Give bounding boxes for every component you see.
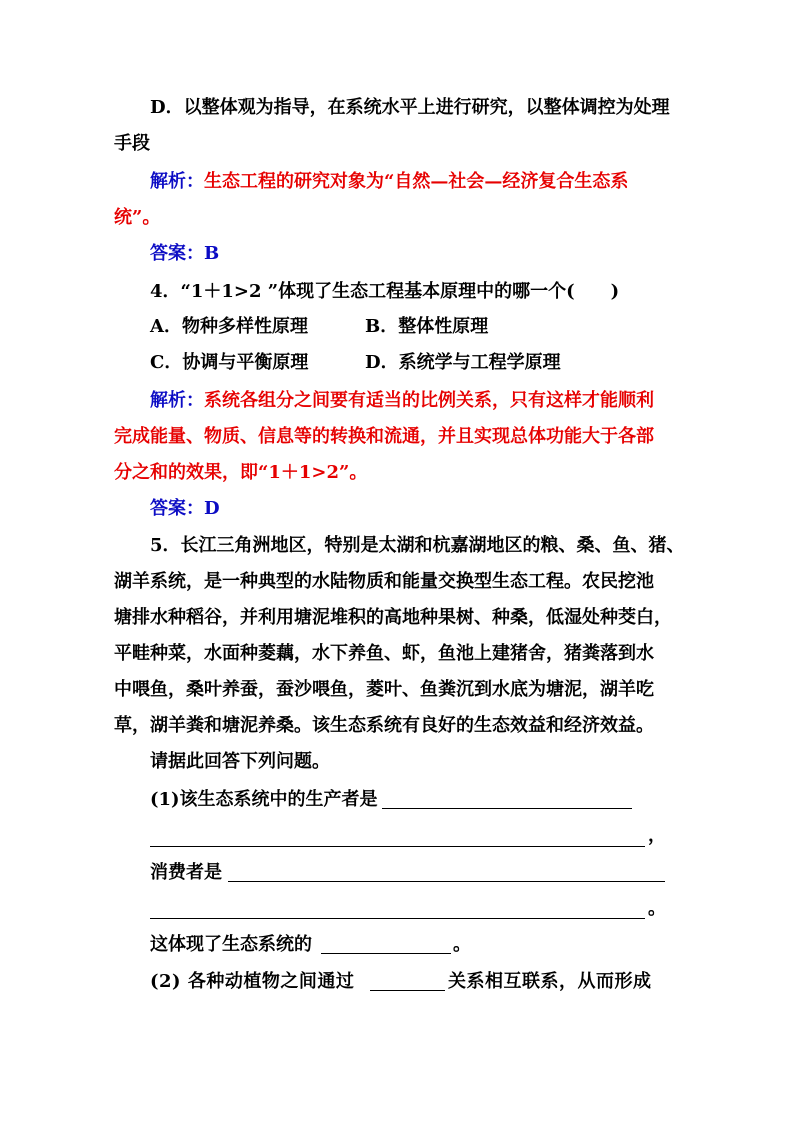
q5-sub1-reflect: 这体现了生态系统的 <box>150 934 312 955</box>
q3-option-d-line2: 手段 <box>114 133 150 154</box>
q3-answer-label: 答案： <box>150 243 204 264</box>
q5-sub1-period: 。 <box>648 898 666 919</box>
q4-analysis-line1 <box>150 389 654 413</box>
q5-para-line6: 草，湖羊粪和塘泥养桑。该生态系统有良好的生态效益和经济效益。 <box>114 715 654 736</box>
consumer-answer-blank-2[interactable] <box>150 918 645 919</box>
q3-analysis-text: 生态工程的研究对象为“自然—社会—经济复合生态系 <box>204 171 629 192</box>
q4-option-d: D．系统学与工程学原理 <box>365 352 561 373</box>
q4-option-a: A．物种多样性原理 <box>150 316 308 337</box>
q4-answer <box>150 497 220 521</box>
q4-answer-value: D <box>204 498 220 519</box>
q3-answer-value: B <box>204 243 220 264</box>
q5-para-line4: 平畦种菜，水面种菱藕，水下养鱼、虾，鱼池上建猪舍，猪粪落到水 <box>114 643 654 664</box>
q5-sub2-b: 关系相互联系，从而形成 <box>448 971 652 992</box>
q5-para-line3: 塘排水种稻谷，并利用塘泥堆积的高地种果树、种桑，低湿处种茭白， <box>114 607 672 628</box>
q5-para-line1: 5．长江三角洲地区，特别是太湖和杭嘉湖地区的粮、桑、鱼、猪、 <box>150 535 685 556</box>
q3-option-d-line1: D．以整体观为指导，在系统水平上进行研究，以整体调控为处理 <box>150 97 670 118</box>
q4-analysis-line3: 分之和的效果，即“1＋1>2”。 <box>114 462 368 483</box>
q5-prompt: 请据此回答下列问题。 <box>150 751 330 772</box>
q4-analysis-text: 系统各组分之间要有适当的比例关系，只有这样才能顺利 <box>204 390 654 411</box>
q3-analysis-label: 解析： <box>150 171 204 192</box>
producer-answer-blank-2[interactable] <box>150 846 645 847</box>
q4-stem: 4．“1＋1>2 ”体现了生态工程基本原理中的哪一个( ) <box>150 281 620 302</box>
q5-sub1-producer: (1)该生态系统中的生产者是 <box>150 789 378 810</box>
q5-para-line2: 湖羊系统，是一种典型的水陆物质和能量交换型生态工程。农民挖池 <box>114 571 654 592</box>
q4-analysis-line2: 完成能量、物质、信息等的转换和流通，并且实现总体功能大于各部 <box>114 426 654 447</box>
q5-sub1-consumer: 消费者是 <box>150 862 222 883</box>
producer-answer-blank[interactable] <box>382 808 632 809</box>
q5-sub1-comma: ， <box>648 825 666 846</box>
relation-answer-blank[interactable] <box>370 990 445 991</box>
q5-sub2-a: (2) 各种动植物之间通过 <box>150 971 355 992</box>
q4-option-c: C．协调与平衡原理 <box>150 352 309 373</box>
q3-analysis-line2: 统”。 <box>114 207 161 228</box>
q3-answer <box>150 242 219 266</box>
reflect-answer-blank[interactable] <box>321 953 451 954</box>
q4-analysis-label: 解析： <box>150 390 204 411</box>
q3-analysis-line1 <box>150 170 628 194</box>
q5-sub1-reflect-end: 。 <box>453 934 471 955</box>
q5-para-line5: 中喂鱼，桑叶养蚕，蚕沙喂鱼，菱叶、鱼粪沉到水底为塘泥，湖羊吃 <box>114 679 654 700</box>
q4-option-b: B．整体性原理 <box>365 316 489 337</box>
q4-answer-label: 答案： <box>150 498 204 519</box>
consumer-answer-blank[interactable] <box>228 881 665 882</box>
